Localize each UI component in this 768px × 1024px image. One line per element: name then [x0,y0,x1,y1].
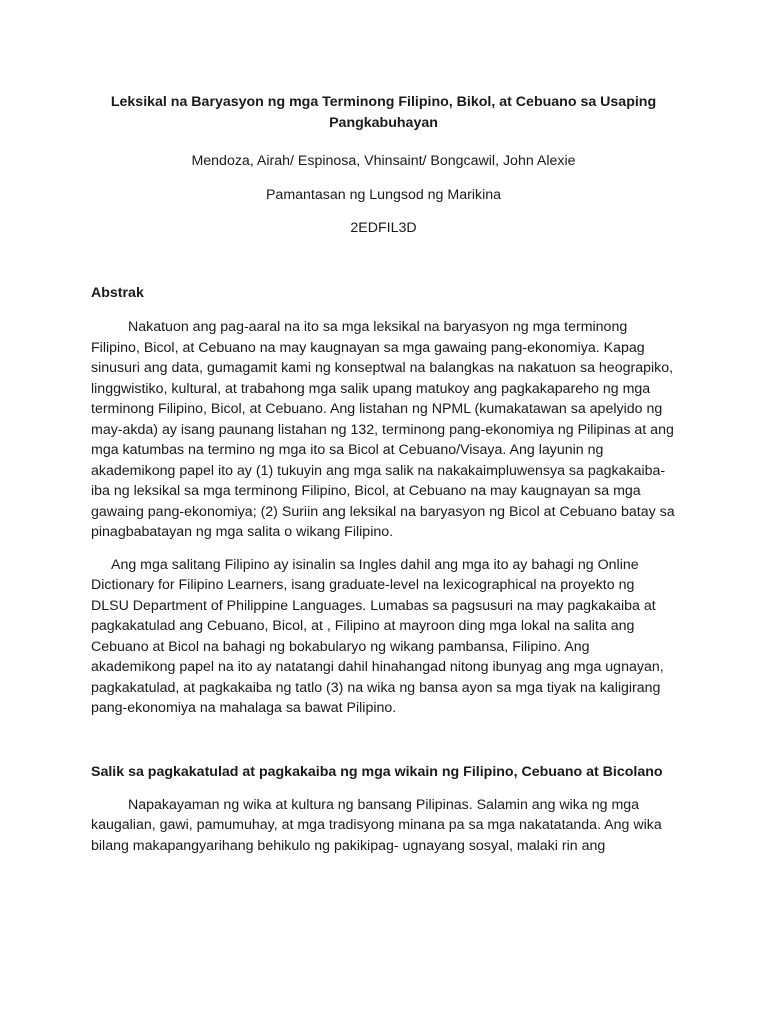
abstract-paragraph-1: Nakatuon ang pag-aaral na ito sa mga leksikal na baryasyon ng mga terminong Filipino, Bicol, at Cebuano na may kaugnayan sa mga gawaing pang-ekonomiya. Kapag sinusuri ang data, gumagamit kami ng konseptwal na balangkas na nakatuon sa heograpiko, linggwistiko, kultural, at trabahong mga salik upang matukoy ang pagkakapareho ng mga terminong Filipino, Bicol, at Cebuano. Ang listahan ng NPML (kumakatawan sa apelyido ng may-akda) ay isang paunang listahan ng 132, terminong pang-ekonomiya ng Pilipinas at ang mga katumbas na termino ng mga ito sa Bicol at Cebuano/Visaya. Ang layunin ng akademikong papel ito ay (1) tukuyin ang mga salik na nakakaimpluwensya sa pagkakaiba-iba ng leksikal sa mga terminong Filipino, Bicol, at Cebuano na may kaugnayan sa mga gawaing pang-ekonomiya; (2) Suriin ang leksikal na baryasyon ng Bicol at Cebuano batay sa pinagbabatayan ng mga salita o wikang Filipino. [91,319,675,540]
institution-line: Pamantasan ng Lungsod ng Marikina [265,187,502,203]
abstract-paragraph-2: Ang mga salitang Filipino ay isinalin sa Ingles dahil ang mga ito ay bahagi ng Online Dictionary for Filipino Learners, isang graduate-level na lexicographical na proyekto ng DLSU Department of Philippine Languages. Lumabas sa pagsusuri na may pagkakaiba at pagkakatulad ang Cebuano, Bicol, at , Filipino at mayroon ding mga lokal na salita ang Cebuano at Bicol na bahagi ng bokabularyo ng wikang pambansa, Filipino. Ang akademikong papel na ito ay natatangi dahil hinahangad nitong ibunyag ang mga ugnayan, pagkakatulad, at pagkakaiba ng tatlo (3) na wika ng bansa ayon sa mga tiyak na kaligirang pang-ekonomiya na mahalaga sa bawat Pilipino. [91,556,664,716]
section-heading: Salik sa pagkakatulad at pagkakaiba ng mga wikain ng Filipino, Cebuano at Bicolano [91,763,663,780]
section-code: 2EDFIL3D [350,220,417,236]
document-title: Leksikal na Baryasyon ng mga Terminong Filipino, Bikol, at Cebuano sa Usaping Pangkabuhayan [110,94,657,131]
abstract-heading: Abstrak [91,285,144,301]
authors-line: Mendoza, Airah/ Espinosa, Vhinsaint/ Bongcawil, John Alexie [191,153,576,169]
section-paragraph: Napakayaman ng wika at kultura ng bansang Pilipinas. Salamin ang wika ng mga kaugalian, gawi, pamumuhay, at mga tradisyong minana pa sa mga nakatatanda. Ang wika bilang makapangyarihang behikulo ng pakikipag- ugnayang sosyal, malaki rin ang [91,796,662,854]
